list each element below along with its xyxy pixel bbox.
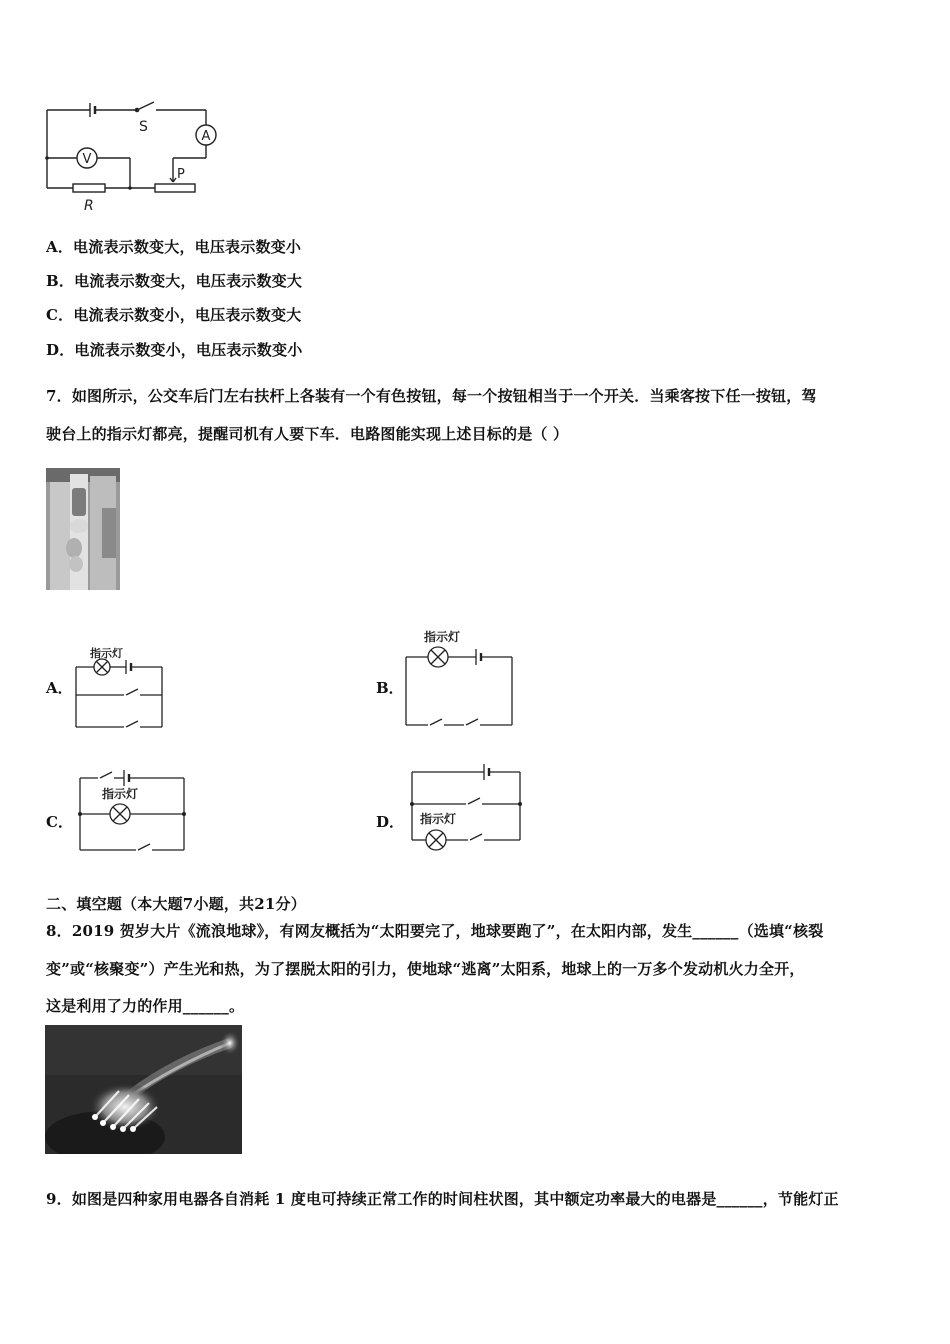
q6-option-d: D．电流表示数变小，电压表示数变小 xyxy=(46,341,303,359)
switch-icon xyxy=(126,689,138,695)
q7-text-line1: 7．如图所示，公交车后门左右扶杆上各装有一个有色按钮，每一个按钮相当于一个开关．当乘客按下任一按钮，驾 xyxy=(46,387,817,405)
q7-circuit-b xyxy=(400,625,520,733)
wandering-earth-engine-photo xyxy=(45,1025,242,1154)
q7-option-a-label: A． xyxy=(46,679,73,697)
slider-label: P xyxy=(177,167,185,182)
q7-text-line2: 驶台上的指示灯都亮，提醒司机有人要下车．电路图能实现上述目标的是（ ） xyxy=(46,425,569,443)
q9-text-line1: 9．如图是四种家用电器各自消耗 1 度电可持续正常工作的时间柱状图，其中额定功率最大的电器是______，节能灯正 xyxy=(46,1190,839,1208)
q8-text-line3: 这是利用了力的作用______。 xyxy=(46,997,245,1015)
lamp-label: 指示灯 xyxy=(424,630,461,644)
q8-text-line2: 变”或“核聚变”）产生光和热，为了摆脱太阳的引力，使地球“逃离”太阳系，地球上的一万多个发动机火力全开， xyxy=(46,960,805,978)
switch-icon xyxy=(430,719,442,725)
lamp-label: 指示灯 xyxy=(90,647,123,660)
q7-option-b-label: B． xyxy=(376,679,404,697)
switch-icon xyxy=(138,844,150,850)
q7-option-d-label: D． xyxy=(376,813,405,831)
switch-label: S xyxy=(139,119,148,135)
resistor-r xyxy=(73,184,105,192)
q7-circuit-c xyxy=(72,764,192,856)
rheostat xyxy=(155,184,195,192)
q6-option-a: A．电流表示数变大，电压表示数变小 xyxy=(46,238,302,256)
ammeter-label: A xyxy=(201,129,211,144)
lamp-label: 指示灯 xyxy=(420,812,457,826)
q8-text-line1: 8．2019 贺岁大片《流浪地球》，有网友概括为“太阳要完了，地球要跑了”，在太阳内部，发生______（选填“核裂 xyxy=(46,922,824,940)
switch-icon xyxy=(470,834,482,840)
voltmeter-label: V xyxy=(82,152,92,167)
q7-circuit-d xyxy=(404,760,526,856)
q6-option-b: B．电流表示数变大，电压表示数变大 xyxy=(46,272,303,290)
lamp-label: 指示灯 xyxy=(102,787,139,801)
switch-icon xyxy=(468,798,480,804)
bus-handrail-photo xyxy=(46,468,120,590)
q6-circuit-diagram xyxy=(40,98,230,216)
q7-circuit-a xyxy=(66,643,170,735)
q6-option-c: C．电流表示数变小，电压表示数变大 xyxy=(46,306,302,324)
q7-option-c-label: C． xyxy=(46,813,73,831)
switch-icon xyxy=(466,719,478,725)
switch-s xyxy=(137,102,154,110)
switch-icon xyxy=(100,772,112,778)
section2-title: 二、填空题（本大题7小题，共21分） xyxy=(46,895,306,913)
switch-icon xyxy=(126,721,138,727)
resistor-label: R xyxy=(84,198,94,214)
